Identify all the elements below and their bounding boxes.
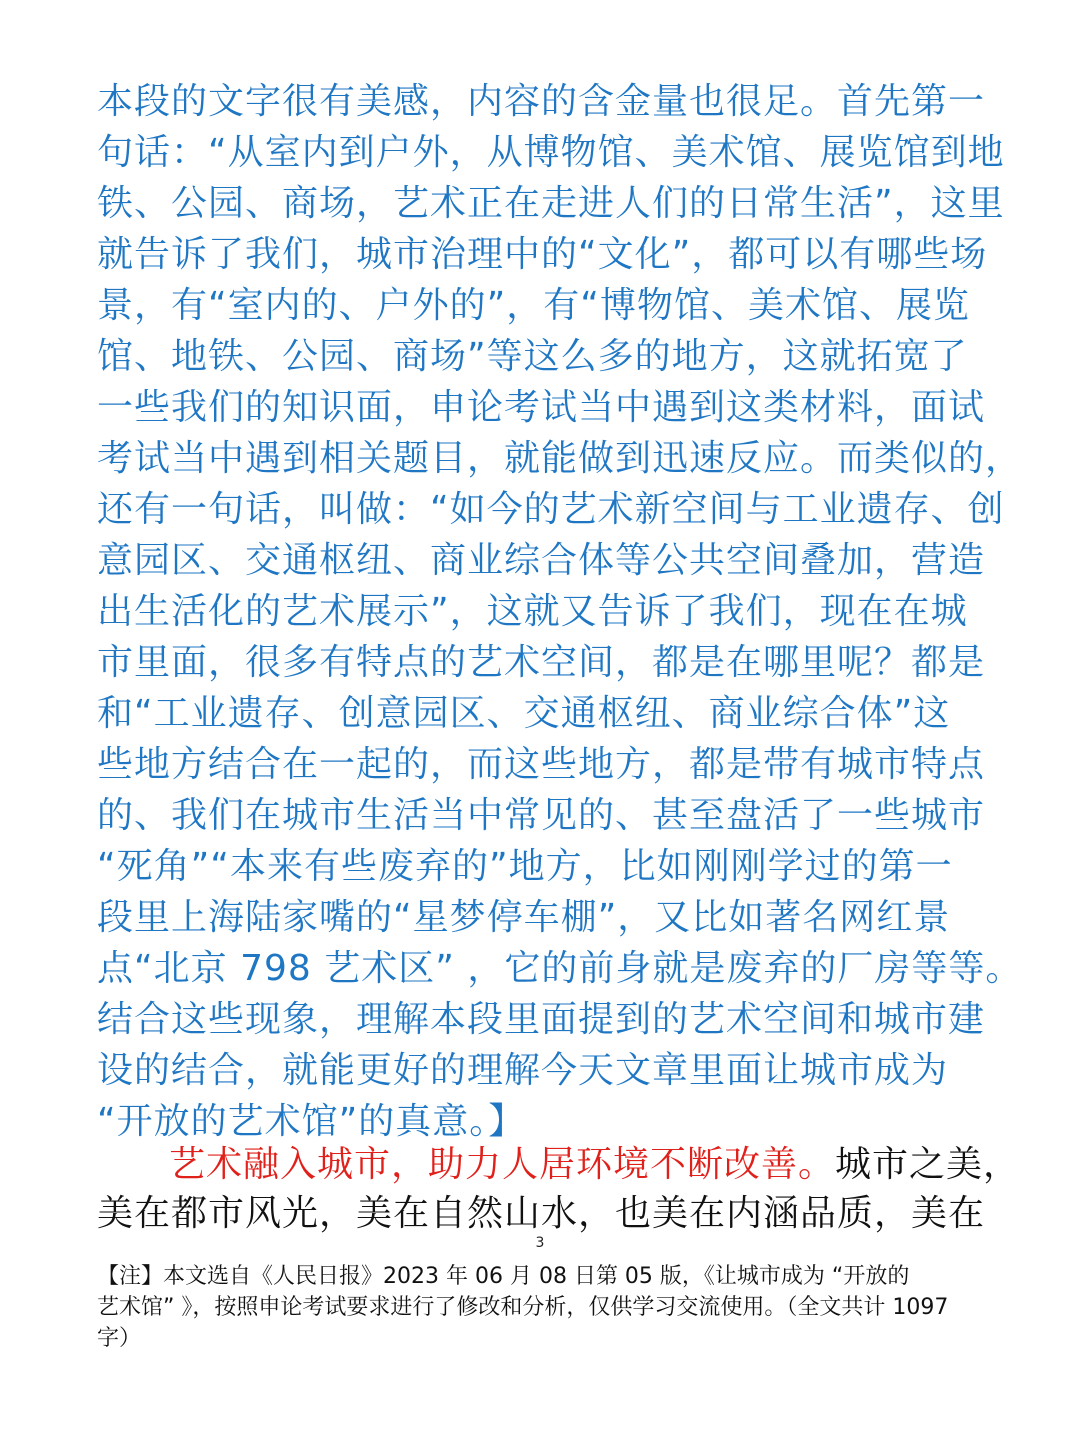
analysis-line: “开放的艺术馆”的真意。】 bbox=[97, 1101, 526, 1142]
analysis-line: 还有一句话，叫做：“如今的艺术新空间与工业遗存、创 bbox=[97, 489, 1005, 530]
analysis-line: 一些我们的知识面，申论考试当中遇到这类材料，面试 bbox=[97, 387, 986, 428]
body-text: 城市之美， bbox=[835, 1144, 1021, 1185]
analysis-line: 考试当中遇到相关题目，就能做到迅速反应。而类似的， bbox=[97, 438, 1023, 479]
footnote-line: 字） bbox=[97, 1326, 142, 1351]
analysis-line: 意园区、交通枢纽、商业综合体等公共空间叠加，营造 bbox=[97, 540, 986, 581]
analysis-line: 出生活化的艺术展示”，这就又告诉了我们，现在在城 bbox=[97, 591, 968, 632]
analysis-line: 馆、地铁、公园、商场”等这么多的地方，这就拓宽了 bbox=[97, 336, 968, 377]
analysis-line: 的、我们在城市生活当中常见的、甚至盘活了一些城市 bbox=[97, 795, 986, 836]
footnote-line: 艺术馆” 》，按照申论考试要求进行了修改和分析，仅供学习交流使用。（全文共计 1097 bbox=[97, 1295, 949, 1320]
body-line-1 bbox=[97, 1140, 1021, 1190]
analysis-line: 本段的文字很有美感，内容的含金量也很足。首先第一 bbox=[97, 81, 986, 122]
page-number: 3 bbox=[535, 1235, 545, 1251]
analysis-line: 段里上海陆家嘴的“星梦停车棚”，又比如著名网红景 bbox=[97, 897, 951, 938]
analysis-line: “死角”“本来有些废弃的”地方，比如刚刚学过的第一 bbox=[97, 846, 953, 887]
analysis-line: 句话：“从室内到户外，从博物馆、美术馆、展览馆到地 bbox=[97, 132, 1005, 173]
analysis-line: 就告诉了我们，城市治理中的“文化”，都可以有哪些场 bbox=[97, 234, 988, 275]
analysis-line: 铁、公园、商场，艺术正在走进人们的日常生活”，这里 bbox=[97, 183, 1005, 224]
analysis-line: 些地方结合在一起的，而这些地方，都是带有城市特点 bbox=[97, 744, 986, 785]
analysis-line: 景，有“室内的、户外的”，有“博物馆、美术馆、展览 bbox=[97, 285, 970, 326]
body-line-2: 美在都市风光，美在自然山水，也美在内涵品质，美在 bbox=[97, 1193, 986, 1234]
analysis-line: 和“工业遗存、创意园区、交通枢纽、商业综合体”这 bbox=[97, 693, 951, 734]
analysis-line: 点“北京 798 艺术区” ，它的前身就是废弃的厂房等等。 bbox=[97, 948, 1023, 989]
analysis-line: 设的结合，就能更好的理解今天文章里面让城市成为 bbox=[97, 1050, 949, 1091]
analysis-line: 市里面，很多有特点的艺术空间，都是在哪里呢？都是 bbox=[97, 642, 986, 683]
highlight-sentence: 艺术融入城市，助力人居环境不断改善。 bbox=[169, 1144, 836, 1185]
footnote-line: 【注】本文选自《人民日报》2023 年 06 月 08 日第 05 版，《让城市成为 “开放的 bbox=[97, 1264, 910, 1289]
analysis-line: 结合这些现象，理解本段里面提到的艺术空间和城市建 bbox=[97, 999, 986, 1040]
